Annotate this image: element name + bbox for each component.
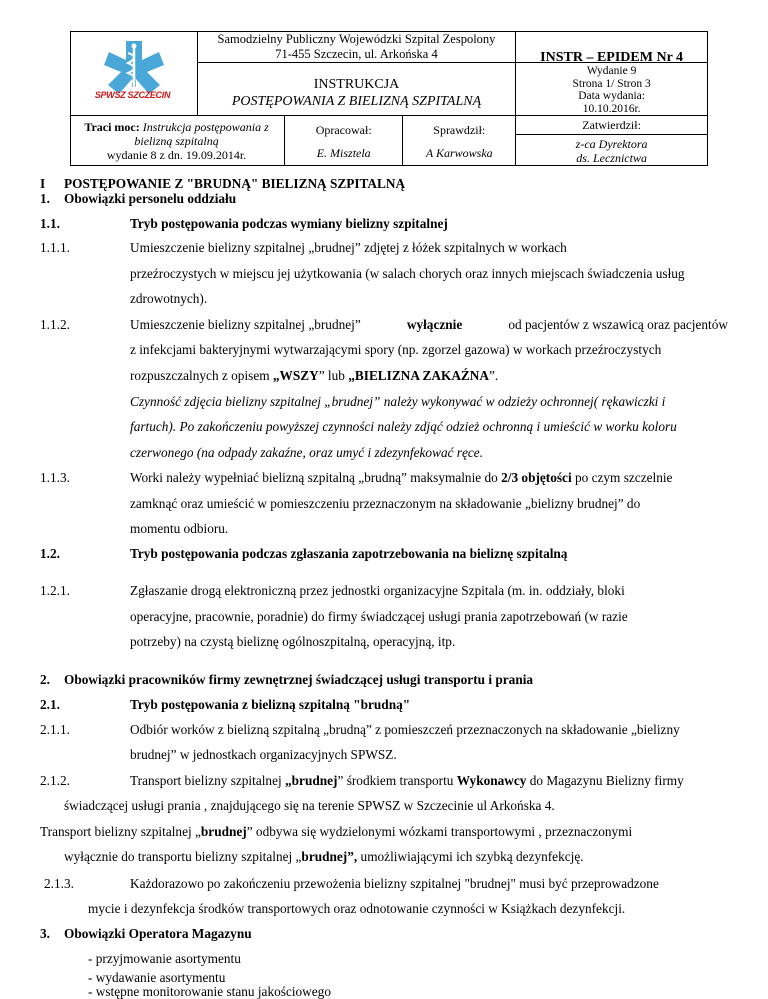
instruction-title-cell bbox=[197, 63, 515, 116]
subsection-2-title: Obowiązki pracowników firmy zewnętrznej świadczącej usługi transportu i prania bbox=[64, 672, 534, 687]
checked-label: Sprawdził: bbox=[433, 122, 486, 137]
s112-italic-line1: Czynność zdjęcia bielizny szpitalnej „brudnej” należy wykonywać w odzieży ochronnej( rękawiczki i bbox=[130, 394, 666, 409]
s121-line1: Zgłaszanie drogą elektroniczną przez jednostki organizacyjne Szpitala (m. in. oddziały, bloki bbox=[130, 583, 625, 598]
s111-line1: Umieszczenie bielizny szpitalnej „brudnej” zdjętej z łóżek szpitalnych w workach bbox=[130, 240, 567, 255]
s111-line3: zdrowotnych). bbox=[130, 291, 208, 306]
s113-line1-b: 2/3 objętości bbox=[501, 470, 572, 485]
s212-line2: świadczącej usługi prania , znajdującego się na terenie SPWSZ w Szczecinie ul Arkońska 4. bbox=[64, 798, 555, 813]
prepared-by: E. Misztela bbox=[316, 145, 371, 160]
document-header bbox=[70, 31, 708, 166]
section-1-title: POSTĘPOWANIE Z "BRUDNĄ" BIELIZNĄ SZPITALNĄ bbox=[64, 176, 406, 191]
subsection-2-number: 2. bbox=[40, 672, 50, 687]
s112-italic-line3: czerwonego (na odpady zakaźne, oraz umyć i zdezynfekować ręce. bbox=[130, 445, 484, 460]
s11-number: 1.1. bbox=[40, 216, 60, 231]
logo-text: SPWSZ SZCZECIN bbox=[94, 90, 171, 100]
s112-line1-b: wyłącznie bbox=[406, 317, 463, 332]
s21-title: Tryb postępowania z bielizną szpitalną "brudną" bbox=[130, 697, 411, 712]
s113-line3: momentu odbioru. bbox=[130, 521, 229, 536]
edition-cell bbox=[516, 63, 708, 116]
prepared-label: Opracował: bbox=[315, 122, 372, 137]
hospital-name-cell bbox=[197, 32, 515, 63]
s113-line1-c: po czym szczelnie bbox=[574, 470, 673, 485]
s213-number: 2.1.3. bbox=[44, 876, 74, 891]
s112-line2: z infekcjami bakteryjnymi wytwarzającymi spory (np. zgorzel gazowa) w workach przeźroczystych bbox=[130, 342, 662, 357]
s212-line1-e: do Magazynu Bielizny firmy bbox=[529, 773, 684, 788]
hospital-logo-icon bbox=[84, 35, 184, 113]
s121-number: 1.2.1. bbox=[40, 583, 70, 598]
s121-line3: potrzeby) na czystą bieliznę ogólnoszpitalną, operacyjną, itp. bbox=[130, 634, 456, 649]
approved-by-1: z-ca Dyrektora bbox=[575, 137, 648, 151]
s212-line1-b: „brudnej bbox=[285, 773, 338, 788]
s112-line3-e: ”. bbox=[489, 368, 499, 383]
subsection-3-title: Obowiązki Operatora Magazynu bbox=[64, 926, 252, 941]
s21-number: 2.1. bbox=[40, 697, 60, 712]
s12-title: Tryb postępowania podczas zgłaszania zapotrzebowania na bieliznę szpitalną bbox=[130, 546, 568, 561]
s213-line1: Każdorazowo po zakończeniu przewożenia bielizny szpitalnej "brudnej" musi być przeprowadzone bbox=[130, 876, 659, 891]
signatures-prepared bbox=[285, 116, 403, 166]
transport-line1-b: brudnej bbox=[200, 824, 247, 839]
edition: Wydanie 9 bbox=[586, 65, 637, 77]
list-item: - wstępne monitorowanie stanu jakościowego bbox=[88, 984, 331, 999]
instruction-title: INSTRUKCJA bbox=[313, 77, 400, 92]
page-number: Strona 1/ Stron 3 bbox=[572, 77, 651, 90]
s121-line2: operacyjne, pracownie, poradnie) do firmy świadczącej usługi prania zapotrzebowań (w razie bbox=[130, 609, 628, 624]
logo-cell bbox=[71, 32, 198, 116]
subsection-1-number: 1. bbox=[40, 191, 50, 206]
s212-line1 bbox=[130, 773, 684, 789]
s12-number: 1.2. bbox=[40, 546, 60, 561]
s211-number: 2.1.1. bbox=[40, 722, 70, 737]
transport-line1-c: ” odbywa się wydzielonymi wózkami transportowymi , przeznaczonymi bbox=[246, 824, 633, 839]
transport-line1 bbox=[40, 824, 632, 840]
s112-italic-line2: fartuch). Po zakończeniu powyższej czynności należy zdjąć odzież ochronną i umieścić w worku koloru bbox=[130, 419, 677, 434]
s113-line1-a: Worki należy wypełniać bielizną szpitalną „brudną” maksymalnie do bbox=[130, 470, 498, 485]
s113-line1 bbox=[130, 470, 672, 486]
approved-by-2: ds. Lecznictwa bbox=[576, 151, 647, 165]
supersedes-label: Traci moc: bbox=[84, 119, 140, 134]
transport-line2-a: wyłącznie do transportu bielizny szpitalnej „ bbox=[64, 849, 302, 864]
list-item: - wydawanie asortymentu bbox=[88, 970, 226, 985]
s112-line1-a: Umieszczenie bielizny szpitalnej „brudnej” bbox=[130, 317, 361, 332]
s213-line2: mycie i dezynfekcja środków transportowych oraz odnotowanie czynności w Książkach dezynfekcji. bbox=[88, 901, 626, 916]
supersedes-date: wydanie 8 z dn. 19.09.2014r. bbox=[106, 147, 247, 162]
s112-line3-c: ” lub bbox=[318, 368, 345, 383]
s212-number: 2.1.2. bbox=[40, 773, 70, 788]
s212-line1-c: ” środkiem transportu bbox=[337, 773, 454, 788]
approved-label: Zatwierdził: bbox=[516, 116, 707, 135]
issue-label: Data wydania: bbox=[578, 90, 645, 102]
s211-line2: brudnej” w jednostkach organizacyjnych SPWSZ. bbox=[130, 747, 397, 762]
supersedes-cell bbox=[71, 116, 285, 166]
s212-line1-d: Wykonawcy bbox=[456, 773, 527, 788]
s111-line2: przeźroczystych w miejscu jej użytkowania (w salach chorych oraz innych miejscach świadczenia usług bbox=[130, 266, 685, 281]
s112-line1-c: od pacjentów z wszawicą oraz pacjentów bbox=[508, 317, 728, 332]
hospital-address: 71-455 Szczecin, ul. Arkońska 4 bbox=[275, 47, 438, 61]
s211-line1: Odbiór worków z bielizną szpitalną „brudną” z pomieszczeń przeznaczonych na składowanie „bielizny bbox=[130, 722, 680, 737]
section-1-number: I bbox=[40, 176, 46, 191]
signatures-approved bbox=[516, 116, 708, 166]
signatures-checked bbox=[403, 116, 516, 166]
doc-code-cell bbox=[516, 32, 708, 63]
transport-line2-b: brudnej”, bbox=[301, 849, 358, 864]
transport-line2-c: umożliwiającymi ich szybką dezynfekcję. bbox=[360, 849, 584, 864]
checked-by: A Karwowska bbox=[425, 145, 493, 160]
s113-line2: zamknąć oraz umieścić w pomieszczeniu przeznaczonym na składowanie „bielizny brudnej” do bbox=[130, 496, 641, 511]
doc-code: INSTR – EPIDEM Nr 4 bbox=[540, 50, 684, 65]
s112-line3-b: „WSZY bbox=[272, 368, 319, 383]
s112-line3 bbox=[130, 368, 498, 384]
s11-title: Tryb postępowania podczas wymiany bielizny szpitalnej bbox=[130, 216, 448, 231]
s113-number: 1.1.3. bbox=[40, 470, 70, 485]
s212-line1-a: Transport bielizny szpitalnej bbox=[130, 773, 282, 788]
subsection-1-title: Obowiązki personelu oddziału bbox=[64, 191, 237, 206]
transport-line2 bbox=[64, 849, 584, 865]
s112-line1 bbox=[130, 317, 728, 333]
s112-line3-d: „BIELIZNA ZAKAŹNA bbox=[348, 368, 490, 383]
s112-line3-a: rozpuszczalnych z opisem bbox=[130, 368, 270, 383]
s111-number: 1.1.1. bbox=[40, 240, 70, 255]
instruction-subtitle: POSTĘPOWANIA Z BIELIZNĄ SZPITALNĄ bbox=[231, 94, 482, 109]
issue-date: 10.10.2016r. bbox=[582, 102, 641, 115]
hospital-name: Samodzielny Publiczny Wojewódzki Szpital Zespolony bbox=[217, 32, 496, 46]
supersedes-text: Instrukcja postępowania z bielizną szpitalną bbox=[134, 119, 269, 148]
s112-number: 1.1.2. bbox=[40, 317, 70, 332]
subsection-3-number: 3. bbox=[40, 926, 50, 941]
list-item: - przyjmowanie asortymentu bbox=[88, 951, 241, 966]
transport-line1-a: Transport bielizny szpitalnej „ bbox=[40, 824, 201, 839]
